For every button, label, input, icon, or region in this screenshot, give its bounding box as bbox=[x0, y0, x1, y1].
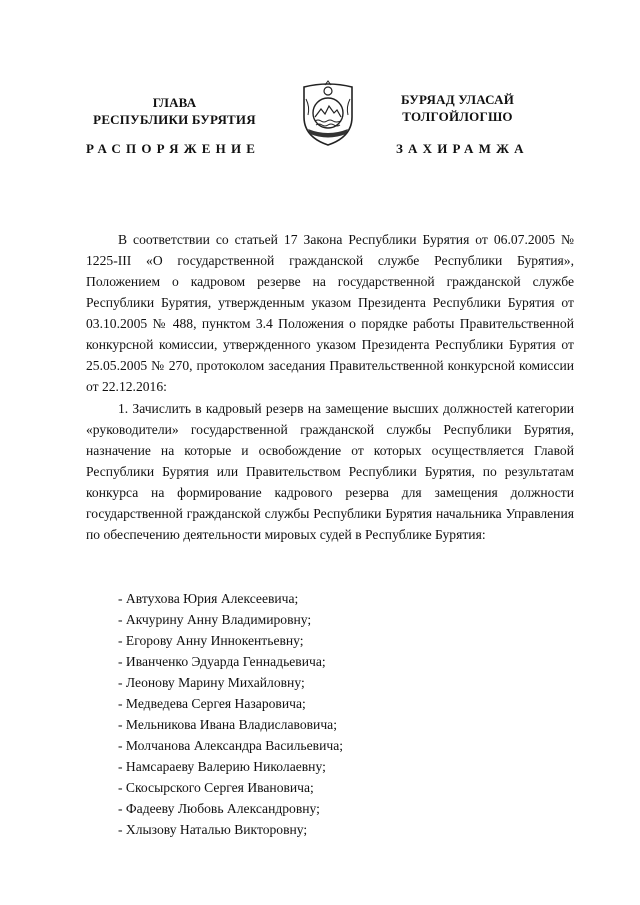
list-item: - Автухова Юрия Алексеевича; bbox=[118, 591, 299, 606]
doc-type-right: ЗАХИРАМЖА bbox=[396, 141, 529, 156]
paragraph-item-1: 1. Зачислить в кадровый резерв на замещение высших должностей категории «руководители» государственной гражданской службы Республики Бурятия, назначение на которые и освобождение от которых осуществляется Главой Республики Бурятия или Правительством Республики Бурятия, по результатам конкурса на формирование кадрового резерва для замещения должности государственной гражданской службы Республики Бурятия начальника Управления по обеспечению деятельности мировых судей в Республике Бурятия: bbox=[86, 401, 574, 542]
header-left-subtitle: РЕСПУБЛИКИ БУРЯТИЯ bbox=[93, 112, 256, 127]
list-item: - Мельникова Ивана Владиславовича; bbox=[118, 717, 337, 732]
list-item: - Егорову Анну Иннокентьевну; bbox=[118, 633, 304, 648]
list-item: - Молчанова Александра Васильевича; bbox=[118, 738, 344, 753]
doc-type-left: РАСПОРЯЖЕНИЕ bbox=[86, 141, 261, 156]
list-item: - Хлызову Наталью Викторовну; bbox=[118, 822, 308, 837]
paragraph-preamble: В соответствии со статьей 17 Закона Республики Бурятия от 06.07.2005 № 1225-III «О государственной гражданской службе Республики Бурятия», Положением о кадровом резерве на государственной гражданской службе Республики Бурятия, утвержденным указом Президента Республики Бурятия от 03.10.2005 № 488, пунктом 3.4 Положения о порядке работы Правительственной конкурсной комиссии, утвержденного указом Президента Республики Бурятия от 25.05.2005 № 270, протоколом заседания Правительственной конкурсной комиссии от 22.12.2016: bbox=[86, 232, 574, 394]
buryatia-coat-of-arms-icon bbox=[296, 79, 360, 149]
header-left bbox=[82, 94, 267, 128]
list-item: - Скосырского Сергея Ивановича; bbox=[118, 780, 314, 795]
header-right bbox=[365, 91, 550, 125]
list-item: - Медведева Сергея Назаровича; bbox=[118, 696, 306, 711]
header-right-subtitle: ТОЛГОЙЛОГШО bbox=[402, 109, 513, 124]
list-item: - Леонову Марину Михайловну; bbox=[118, 675, 305, 690]
header-left-title: ГЛАВА bbox=[152, 95, 197, 110]
list-item: - Фадееву Любовь Александровну; bbox=[118, 801, 320, 816]
header-right-title: БУРЯАД УЛАСАЙ bbox=[400, 92, 515, 107]
list-item: - Иванченко Эдуарда Геннадьевича; bbox=[118, 654, 326, 669]
reserve-list bbox=[118, 588, 343, 840]
list-item: - Намсараеву Валерию Николаевну; bbox=[118, 759, 326, 774]
list-item: - Акчурину Анну Владимировну; bbox=[118, 612, 312, 627]
